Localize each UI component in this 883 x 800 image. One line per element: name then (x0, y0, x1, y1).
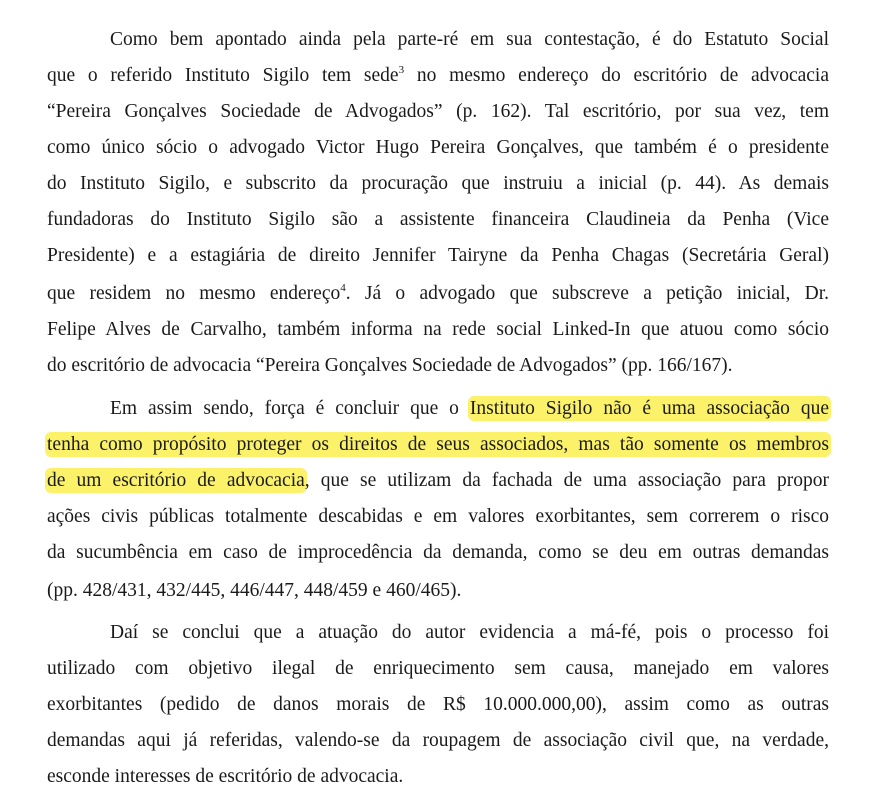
highlighted-text[interactable]: tenha como propósito proteger os direitos de seus associados, mas tão somente os membros (47, 434, 829, 455)
text-line: esconde interesses de escritório de advocacia. (47, 766, 404, 787)
text-segment: que o referido Instituto Sigilo tem sede (47, 65, 399, 86)
footnote-ref-4[interactable]: 4 (340, 281, 346, 294)
text-line: Presidente) e a estagiária de direito Jennifer Tairyne da Penha Chagas (Secretária Geral) (47, 245, 829, 266)
text-line (47, 466, 829, 496)
text-segment: . Já o advogado que subscreve a petição inicial, Dr. (345, 283, 829, 304)
highlighted-text[interactable]: de um escritório de advocacia (47, 470, 305, 491)
text-line: como único sócio o advogado Victor Hugo Pereira Gonçalves, que também é o presidente (47, 137, 829, 158)
text-line (47, 279, 829, 309)
text-segment: , que se utilizam da fachada de uma associação para propor (304, 470, 829, 491)
text-line: da sucumbência em caso de improcedência da demanda, como se deu em outras demandas (47, 542, 829, 563)
text-line: Felipe Alves de Carvalho, também informa na rede social Linked-In que atuou como sócio (47, 319, 829, 340)
text-line: utilizado com objetivo ilegal de enriquecimento sem causa, manejado em valores (47, 658, 829, 679)
text-line: (pp. 428/431, 432/445, 446/447, 448/459 e 460/465). (47, 580, 462, 601)
highlighted-text[interactable]: Instituto Sigilo não é uma associação que (469, 398, 829, 419)
text-line: Daí se conclui que a atuação do autor evidencia a má-fé, pois o processo foi (110, 622, 829, 643)
text-line: do escritório de advocacia “Pereira Gonçalves Sociedade de Advogados” (pp. 166/167). (47, 355, 733, 376)
text-line: demandas aqui já referidas, valendo-se da roupagem de associação civil que, na verdade, (47, 730, 829, 751)
text-line: “Pereira Gonçalves Sociedade de Advogados” (p. 162). Tal escritório, por sua vez, tem (47, 101, 829, 122)
footnote-ref-3[interactable]: 3 (398, 63, 405, 76)
text-line (47, 61, 829, 91)
text-segment: Em assim sendo, força é concluir que o (110, 398, 470, 419)
text-line: Como bem apontado ainda pela parte-ré em sua contestação, é do Estatuto Social (110, 29, 829, 50)
text-line: fundadoras do Instituto Sigilo são a assistente financeira Claudineia da Penha (Vice (47, 209, 829, 230)
text-line: exorbitantes (pedido de danos morais de R$ 10.000.000,00), assim como as outras (47, 694, 829, 715)
text-line: ações civis públicas totalmente descabidas e em valores exorbitantes, sem correrem o risco (47, 506, 829, 527)
text-segment: que residem no mesmo endereço (47, 283, 341, 304)
text-segment: no mesmo endereço do escritório de advocacia (404, 65, 829, 86)
text-line: do Instituto Sigilo, e subscrito da procuração que instruiu a inicial (p. 44). As demais (47, 173, 829, 194)
text-line (47, 430, 829, 460)
text-line (110, 394, 829, 424)
